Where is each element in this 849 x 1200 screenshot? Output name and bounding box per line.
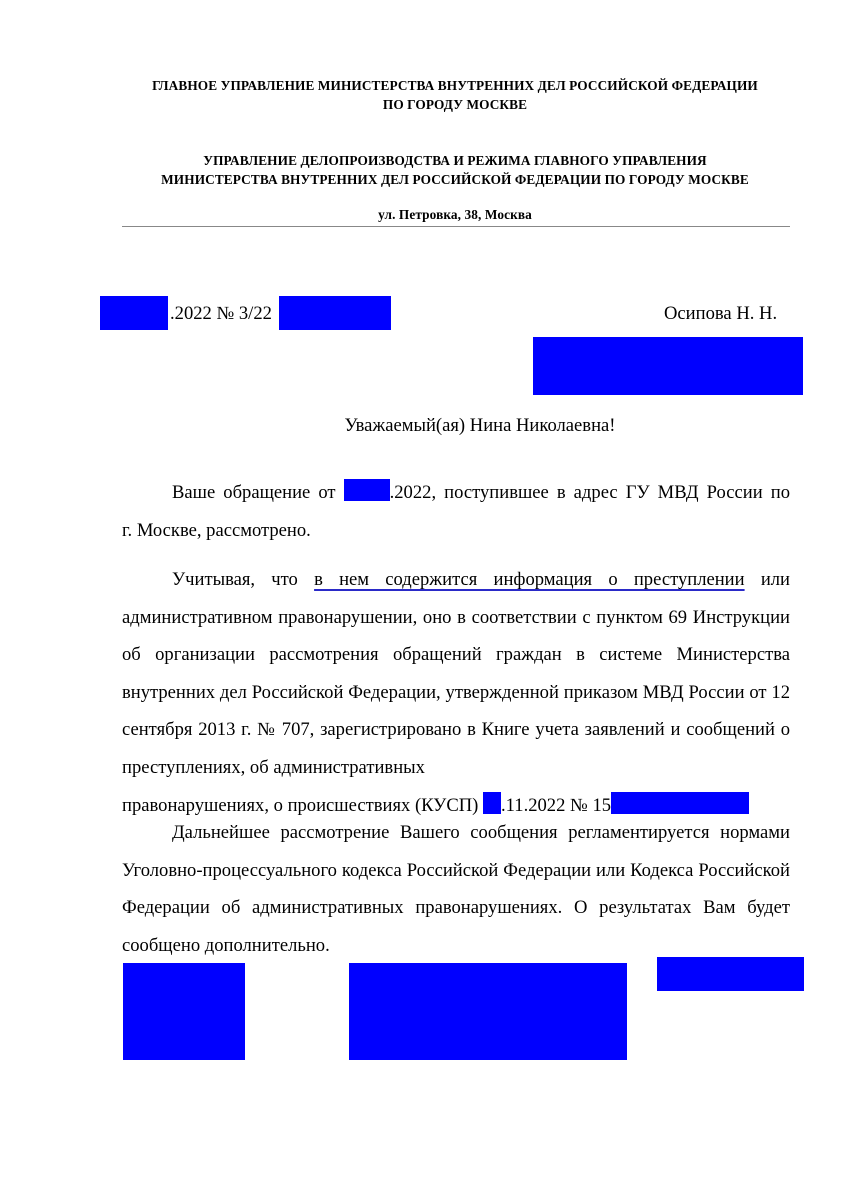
ref-date-number: .2022 № 3/22 (170, 303, 272, 324)
ministry-title-line1: ГЛАВНОЕ УПРАВЛЕНИЕ МИНИСТЕРСТВА ВНУТРЕННИХ ДЕЛ РОССИЙСКОЙ ФЕДЕРАЦИИ (152, 78, 758, 93)
redacted-ref-number (279, 296, 391, 330)
paragraph-3-text: Дальнейшее рассмотрение Вашего сообщения регламентируется нормами Уголовно-процессуального кодекса Российской Федерации или Кодекса Российской Федерации об административных правонарушениях. О результатах Вам будет сообщено дополнительно. (122, 822, 790, 956)
redacted-ref-day (100, 296, 168, 330)
header-divider (122, 226, 790, 227)
redacted-kusp-number (611, 792, 749, 814)
ministry-title-line2: ПО ГОРОДУ МОСКВЕ (382, 97, 528, 112)
salutation: Уважаемый(ая) Нина Николаевна! (344, 415, 616, 436)
paragraph-2-last-line: правонарушениях, о происшествиях (КУСП) .11.2022 № 15 (122, 787, 790, 825)
paragraph-1-line2: г. Москве, рассмотрено. (122, 519, 311, 541)
paragraph-3 (122, 814, 790, 964)
highlighted-phrase: в нем содержится информация о преступлении (314, 569, 745, 590)
department-title-line1: УПРАВЛЕНИЕ ДЕЛОПРОИЗВОДСТВА И РЕЖИМА ГЛАВНОГО УПРАВЛЕНИЯ (203, 153, 707, 168)
paragraph-2 (122, 561, 790, 824)
paragraph-1 (122, 474, 790, 549)
paragraph-2-line1: Учитывая, что в нем содержится информация о преступлении или (172, 569, 791, 590)
redacted-kusp-day (483, 792, 501, 814)
department-address: ул. Петровка, 38, Москва (378, 207, 532, 222)
department-title (60, 151, 849, 189)
redacted-recipient-address (533, 337, 803, 395)
redacted-appeal-day (344, 479, 390, 501)
ministry-title (60, 76, 849, 114)
redacted-signer-name (657, 957, 804, 991)
paragraph-2-body: административном правонарушении, оно в соответствии с пунктом 69 Инструкции об организации рассмотрения обращений граждан в системе Министерства внутренних дел Российской Федерации, утвержденной приказом МВД России от 12 сентября 2013 г. № 707, зарегистрировано в Книге учета заявлений и сообщений о преступлениях, об административных (122, 606, 790, 778)
redacted-signature (349, 963, 627, 1060)
paragraph-1-line1: Ваше обращение от .2022, поступившее в адрес ГУ МВД России по (122, 474, 790, 512)
redacted-signer-position (123, 963, 245, 1060)
department-title-line2: МИНИСТЕРСТВА ВНУТРЕННИХ ДЕЛ РОССИЙСКОЙ ФЕДЕРАЦИИ ПО ГОРОДУ МОСКВЕ (161, 172, 749, 187)
recipient-name: Осипова Н. Н. (664, 303, 778, 324)
